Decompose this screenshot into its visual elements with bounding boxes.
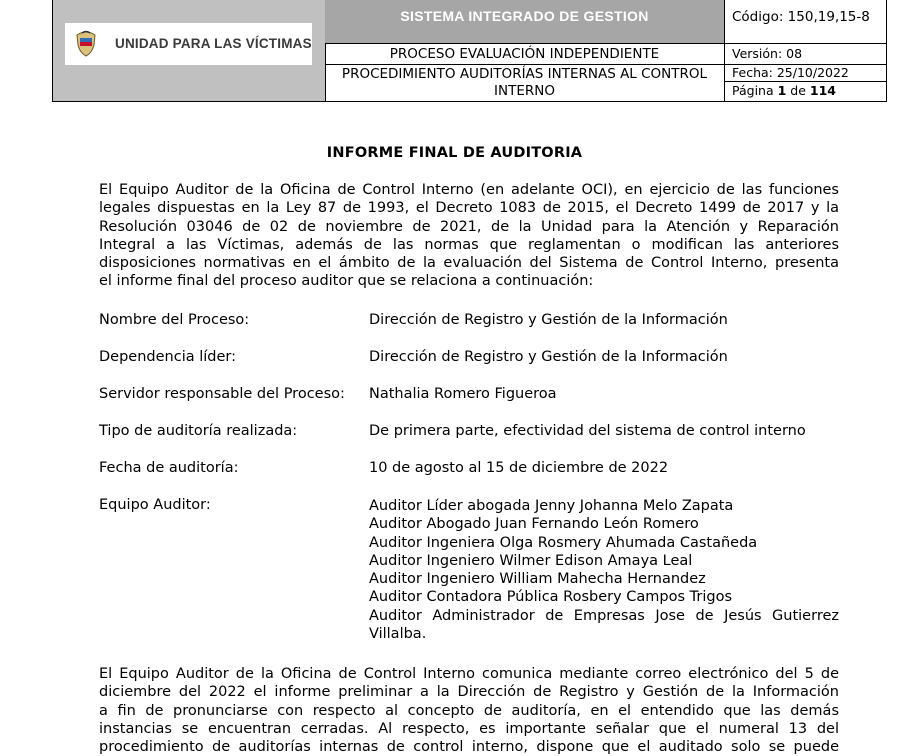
unidad-logo xyxy=(65,23,312,65)
lead-dependency-value: Dirección de Registro y Gestión de la Información xyxy=(369,349,728,365)
process-name-label: Nombre del Proceso: xyxy=(99,312,250,328)
team-member: Auditor Abogado Juan Fernando León Romero xyxy=(369,516,699,533)
team-member: Villalba. xyxy=(369,626,427,643)
audit-team-label: Equipo Auditor: xyxy=(99,497,211,513)
responsible-value: Nathalia Romero Figueroa xyxy=(369,386,557,402)
closing-line: instancias se encuentran cerradas. Al respecto, es importante señalar que el numeral 13 del xyxy=(99,720,839,737)
intro-line: el informe final del proceso auditor que se relaciona a continuación: xyxy=(99,273,594,290)
team-member: Auditor Líder abogada Jenny Johanna Melo Zapata xyxy=(369,498,734,514)
document-code: Código: 150,19,15-8 xyxy=(724,0,887,44)
logo-text: UNIDAD PARA LAS VÍCTIMAS xyxy=(115,36,312,51)
procedure-line-2: INTERNO xyxy=(494,83,555,99)
audit-type-value: De primera parte, efectividad del sistema de control interno xyxy=(369,423,806,439)
intro-line: Resolución 03046 de 02 de noviembre de 2021, de la Unidad para la Atención y Reparación xyxy=(99,218,839,235)
audit-date-value: 10 de agosto al 15 de diciembre de 2022 xyxy=(369,460,669,476)
responsible-label: Servidor responsable del Proceso: xyxy=(99,386,345,402)
intro-line: disposiciones normativas en el ámbito de la evaluación del Sistema de Control Interno, presenta xyxy=(99,255,839,272)
process-name-value: Dirección de Registro y Gestión de la Información xyxy=(369,312,728,328)
team-member: Auditor Ingeniero Wilmer Edison Amaya Leal xyxy=(369,552,693,569)
document-header xyxy=(52,0,887,102)
closing-paragraph xyxy=(99,665,839,756)
logo-cell xyxy=(52,0,326,102)
procedure-name xyxy=(325,64,725,102)
team-member: Auditor Administrador de Empresas Jose de Jesús Gutierrez xyxy=(369,607,839,624)
intro-line: legales dispuestas en la Ley 87 de 1993, el Decreto 1083 de 2015, el Decreto 1499 de 2017 y la xyxy=(99,200,839,217)
intro-paragraph xyxy=(99,181,839,291)
lead-dependency-label: Dependencia líder: xyxy=(99,349,236,365)
team-member: Auditor Contadora Pública Rosbery Campos Trigos xyxy=(369,589,733,606)
coat-of-arms-icon xyxy=(74,29,98,57)
closing-line: procedimiento de auditorías internas de control interno, dispone que el auditado solo se puede xyxy=(99,739,839,756)
audit-team-list xyxy=(369,497,839,643)
team-member: Auditor Ingeniero William Mahecha Hernandez xyxy=(369,571,706,588)
page-prefix: Página xyxy=(732,83,778,98)
document-date: Fecha: 25/10/2022 xyxy=(724,64,887,82)
page-total: 114 xyxy=(809,83,836,98)
procedure-line-1: PROCEDIMIENTO AUDITORÍAS INTERNAS AL CONTROL xyxy=(341,66,708,82)
audit-date-label: Fecha de auditoría: xyxy=(99,460,239,476)
page-indicator xyxy=(724,81,887,102)
closing-line: a fin de pronunciarse con respecto al concepto de auditoría, en el entendido que las demás xyxy=(99,702,839,719)
intro-line: Integral a las Víctimas, además de las normas que reglamentan o modifican las anteriores xyxy=(99,236,839,253)
system-title-cell xyxy=(325,0,725,44)
intro-line: El Equipo Auditor de la Oficina de Control Interno (en adelante OCI), en ejercicio de las funciones xyxy=(99,182,839,198)
team-member: Auditor Ingeniera Olga Rosmery Ahumada Castañeda xyxy=(369,534,758,551)
process-name: PROCESO EVALUACIÓN INDEPENDIENTE xyxy=(325,43,725,65)
page-of: de xyxy=(786,83,810,98)
closing-line: diciembre del 2022 el informe preliminar a la Dirección de Registro y Gestión de la Información xyxy=(99,684,839,701)
audit-type-label: Tipo de auditoría realizada: xyxy=(99,423,298,439)
report-title: INFORME FINAL DE AUDITORIA xyxy=(326,145,583,161)
page-current: 1 xyxy=(777,83,787,98)
document-version: Versión: 08 xyxy=(724,43,887,65)
system-title: SISTEMA INTEGRADO DE GESTION xyxy=(400,8,649,24)
closing-line: El Equipo Auditor de la Oficina de Control Interno comunica mediante correo electrónico del 5 de xyxy=(99,666,839,682)
